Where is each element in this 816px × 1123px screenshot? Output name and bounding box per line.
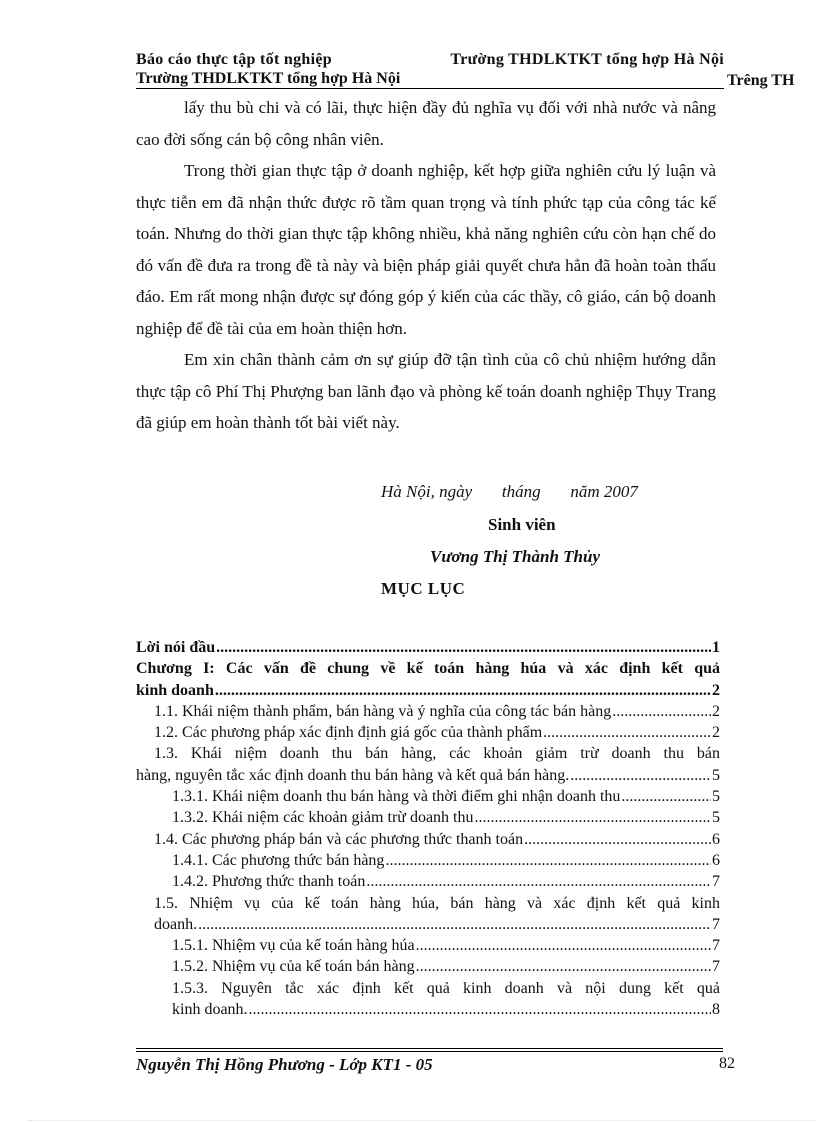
toc-entry-text: 1.4. Các phương pháp bán và các phương thức thanh toán [154, 830, 524, 848]
toc-entry-text: 1.1. Khái niệm thành phẩm, bán hàng và ý nghĩa của công tác bán hàng [154, 702, 612, 720]
toc-entry-text: kinh doanh [136, 681, 214, 699]
toc-entry [136, 935, 720, 956]
toc-entry [136, 701, 720, 722]
toc-entry-text: 1.4.2. Phương thức thanh toán [172, 873, 366, 891]
toc-leader [524, 829, 711, 850]
body-text [136, 92, 716, 439]
toc-entry-page: 5 [712, 766, 720, 784]
header-row-1 [136, 50, 724, 69]
table-of-contents [136, 637, 720, 1020]
footer-rule [136, 1051, 723, 1052]
toc-entry [136, 978, 720, 1021]
toc-entry-text: Lời nói đầu [136, 639, 216, 656]
toc-entry-page: 7 [712, 937, 720, 955]
signature-role: Sinh viên [488, 515, 556, 534]
toc-leader [215, 680, 711, 701]
toc-leader [249, 999, 711, 1020]
toc-title: MỤC LỤC [381, 579, 466, 598]
footer-author: Nguyễn Thị Hồng Phương - Lớp KT1 - 05 [136, 1055, 433, 1074]
paragraph-3: Em xin chân thành cảm ơn sự giúp đỡ tận tình của cô chủ nhiệm hướng dẫn thực tập cô Phí Thị Phượng ban lãnh đạo và phòng kế toán doanh nghiệp Thụy Trang đã giúp em hoàn thành tốt bài viết này. [136, 350, 716, 432]
header-school-name: Trường THDLKTKT tổng hợp Hà Nội [450, 51, 724, 68]
header-report-title: Báo cáo thực tập tốt nghiệp [136, 51, 332, 68]
toc-entry [136, 786, 720, 807]
toc-entry [136, 871, 720, 892]
signature-name: Vương Thị Thành Thủy [430, 547, 600, 566]
toc-entry-text: 1.5.2. Nhiệm vụ của kế toán bán hàng [172, 958, 415, 976]
toc-entry [136, 850, 720, 871]
toc-entry-page: 1 [712, 639, 720, 656]
toc-leader [612, 701, 711, 722]
toc-entry-text: 1.4.1. Các phương thức bán hàng [172, 851, 385, 869]
paragraph-2: Trong thời gian thực tập ở doanh nghiệp, kết hợp giữa nghiên cứu lý luận và thực tiễn em đã nhận thức được rõ tầm quan trọng và tính phức tạp của công tác kế toán. Nhưng do thời gian thực tập không nhiều, khả năng nghiên cứu còn hạn chế do đó vấn đề đưa ra trong đề tà này và biện pháp giải quyết chưa hẳn đã hoàn toàn thấu đáo. Em rất mong nhận được sự đóng góp ý kiến của các thầy, cô giáo, cán bộ doanh nghiệp để đề tài của em hoàn thiện hơn. [136, 161, 716, 338]
toc-entry-text: 1.2. Các phương pháp xác định định giá gốc của thành phẩm [154, 724, 543, 742]
toc-entry-text: 1.3.2. Khái niệm các khoản giảm trừ doanh thu [172, 809, 474, 827]
toc-entry [136, 743, 720, 786]
toc-entry [136, 722, 720, 743]
toc-entry-text: kinh doanh. [172, 1001, 248, 1019]
toc-entry [136, 658, 720, 701]
toc-entry-text: 1.5.1. Nhiệm vụ của kế toán hàng húa [172, 937, 415, 955]
toc-leader [416, 956, 711, 977]
header-overflow-text: Trêng TH [727, 72, 795, 89]
toc-entry-page: 2 [712, 724, 720, 742]
toc-entry-page: 7 [712, 873, 720, 891]
paragraph-1: lấy thu bù chi và có lãi, thực hiện đầy đủ nghĩa vụ đối với nhà nước và nâng cao đời sống cán bộ công nhân viên. [136, 98, 716, 149]
toc-entry-page: 2 [712, 681, 720, 699]
toc-entry-text: Chương I: Các vấn đề chung về kế toán hàng húa và xác định kết quả [136, 660, 720, 678]
page-edge-dotted-line [28, 1120, 816, 1121]
toc-leader [385, 850, 711, 871]
toc-leader [543, 722, 711, 743]
toc-entry-page: 5 [712, 788, 720, 806]
toc-entry-text: 1.3. Khái niệm doanh thu bán hàng, các khoản giảm trừ doanh thu bán [154, 745, 720, 763]
toc-entry-text: hàng, nguyên tắc xác định doanh thu bán hàng và kết quả bán hàng. [136, 766, 570, 784]
toc-entry-page: 7 [712, 958, 720, 976]
toc-entry-page: 6 [712, 830, 720, 848]
toc-leader [416, 935, 711, 956]
toc-entry [136, 956, 720, 977]
toc-entry [136, 637, 720, 658]
toc-entry-page: 6 [712, 851, 720, 869]
toc-entry [136, 829, 720, 850]
toc-entry-page: 2 [712, 702, 720, 720]
toc-entry-text: 1.5.3. Nguyên tắc xác định kết quả kinh doanh và nội dung kết quả [172, 979, 720, 997]
toc-leader [570, 765, 711, 786]
page-header [136, 50, 724, 89]
toc-leader [474, 807, 711, 828]
toc-entry [136, 807, 720, 828]
toc-entry [136, 893, 720, 936]
signature-date: Hà Nội, ngày tháng năm 2007 [381, 482, 638, 501]
toc-leader [198, 914, 711, 935]
toc-entry-text: 1.3.1. Khái niệm doanh thu bán hàng và thời điểm ghi nhận doanh thu [172, 788, 621, 806]
toc-entry-page: 5 [712, 809, 720, 827]
toc-leader [216, 637, 711, 658]
toc-entry-page: 7 [712, 915, 720, 933]
toc-leader [366, 871, 711, 892]
footer-rule [136, 1048, 723, 1049]
toc-entry-text: 1.5. Nhiệm vụ của kế toán hàng húa, bán hàng và xác định kết quả kinh [154, 894, 720, 912]
toc-leader [621, 786, 711, 807]
toc-entry-page: 8 [712, 1001, 720, 1019]
header-school-line: Trường THDLKTKT tổng hợp Hà Nội [136, 70, 401, 87]
toc-entry-text: doanh. [154, 915, 198, 933]
page-number: 82 [719, 1055, 735, 1072]
